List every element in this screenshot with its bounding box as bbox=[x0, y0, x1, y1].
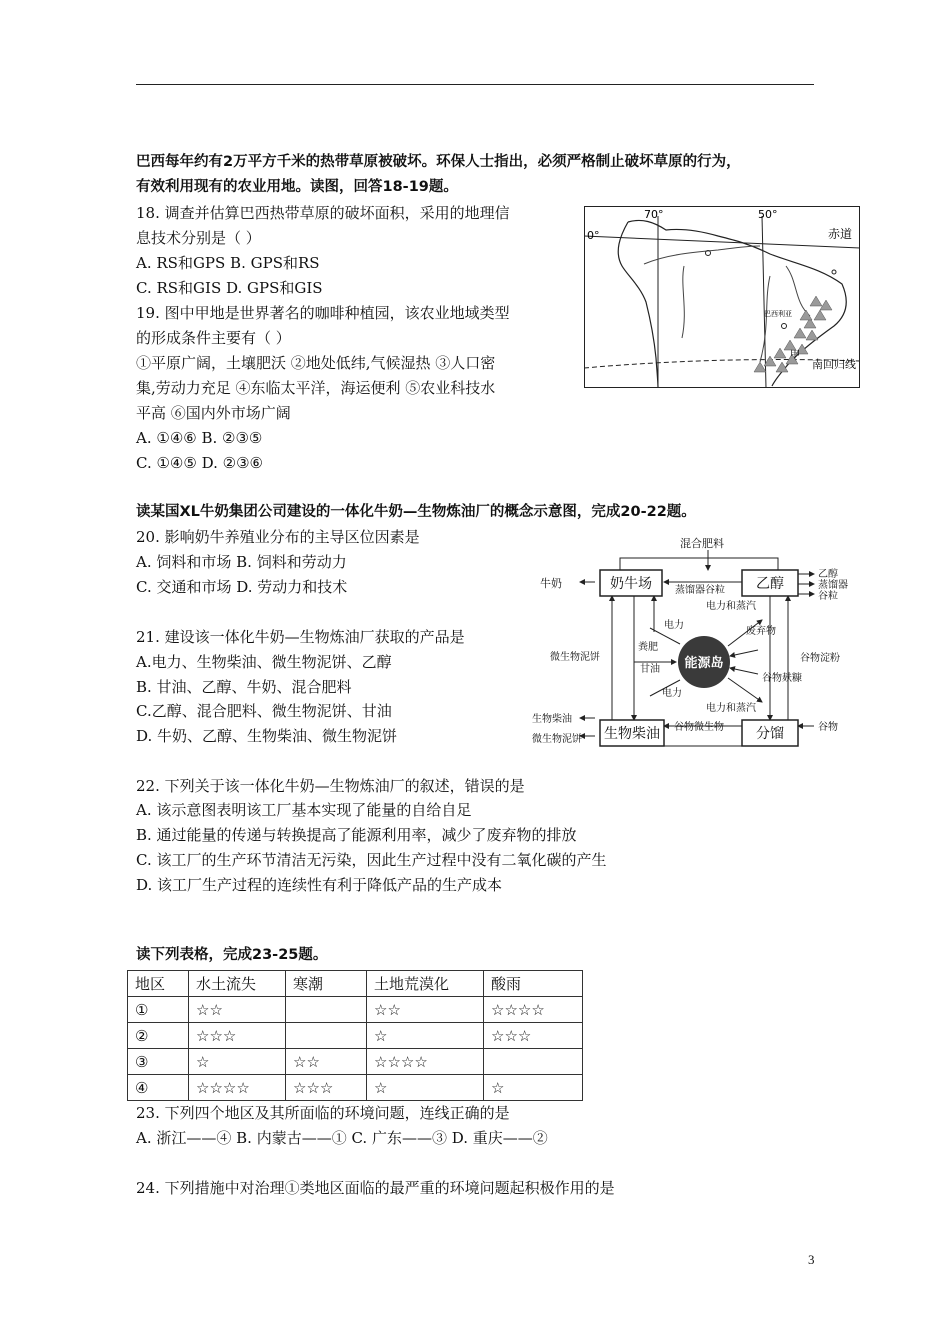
q20-stem: 20. 影响奶牛养殖业分布的主导区位因素是 bbox=[136, 528, 420, 546]
q19-stem-5: 平高 ⑥国内外市场广阔 bbox=[136, 404, 291, 422]
power-steam-top-label: 电力和蒸汽 bbox=[706, 601, 756, 612]
table-cell: ☆☆☆ bbox=[189, 1023, 286, 1049]
table-cell bbox=[286, 997, 367, 1023]
mix-fertilizer-label: 混合肥料 bbox=[680, 537, 724, 550]
q18-stem-2: 息技术分别是（ ） bbox=[136, 229, 261, 247]
table-cell: ☆ bbox=[367, 1023, 484, 1049]
header-rule bbox=[136, 84, 814, 85]
intro-1-line-2: 有效利用现有的农业用地。读图，回答18-19题。 bbox=[136, 179, 458, 195]
header-cell: 水土流失 bbox=[189, 971, 286, 997]
q24-stem: 24. 下列措施中对治理①类地区面临的最严重的环境问题起积极作用的是 bbox=[136, 1179, 615, 1197]
biodiesel-output-label: 生物柴油 bbox=[532, 714, 572, 725]
power-left-label: 电力 bbox=[664, 620, 684, 631]
table-cell: ☆☆ bbox=[189, 997, 286, 1023]
q19-stem-4: 集,劳动力充足 ④东临太平洋，海运便利 ⑤农业科技水 bbox=[136, 379, 496, 397]
header-cell: 酸雨 bbox=[484, 971, 583, 997]
distill-label: 分馏 bbox=[756, 726, 784, 742]
q19-stem-3: ①平原广阔，土壤肥沃 ②地处低纬,气候湿热 ③人口密 bbox=[136, 354, 496, 372]
q20-options-1: A. 饲料和市场 B. 饲料和劳动力 bbox=[136, 553, 347, 571]
q21-option-c: C.乙醇、混合肥料、微生物泥饼、甘油 bbox=[136, 702, 392, 720]
q22-option-b: B. 通过能量的传递与转换提高了能源利用率，减少了废弃物的排放 bbox=[136, 826, 577, 844]
microbial-cake-label: 微生物泥饼 bbox=[550, 652, 600, 663]
lon-label-70: 70° bbox=[644, 208, 664, 221]
q22-option-c: C. 该工厂的生产环节清洁无污染，因此生产过程中没有二氧化碳的产生 bbox=[136, 851, 607, 869]
intro-2: 读某国XL牛奶集团公司建设的一体化牛奶—生物炼油厂的概念示意图，完成20-22题。 bbox=[136, 504, 696, 520]
table-cell: ☆☆☆☆ bbox=[367, 1049, 484, 1075]
table-cell: ☆☆☆ bbox=[484, 1023, 583, 1049]
q19-options-1: A. ①④⑥ B. ②③⑤ bbox=[136, 429, 263, 447]
environment-table bbox=[127, 970, 583, 1101]
manure-label: 粪肥 bbox=[638, 642, 658, 653]
intro-1-line-1: 巴西每年约有2万平方千米的热带草原被破坏。环保人士指出，必须严格制止破坏草原的行为， bbox=[136, 154, 741, 170]
table-cell: ② bbox=[128, 1023, 189, 1049]
table-cell: ☆☆☆☆ bbox=[484, 997, 583, 1023]
grain-input-label: 谷物 bbox=[818, 722, 838, 733]
q21-option-a: A.电力、生物柴油、微生物泥饼、乙醇 bbox=[136, 653, 392, 671]
biodiesel-label: 生物柴油 bbox=[604, 726, 660, 742]
header-cell: 寒潮 bbox=[286, 971, 367, 997]
q23-stem: 23. 下列四个地区及其所面临的环境问题，连线正确的是 bbox=[136, 1104, 510, 1122]
q18-options-1: A. RS和GPS B. GPS和RS bbox=[136, 254, 320, 272]
table-cell: ☆☆ bbox=[367, 997, 484, 1023]
power-steam-bottom-label: 电力和蒸汽 bbox=[706, 703, 756, 714]
tropic-label: 南回归线 bbox=[812, 358, 856, 371]
q19-stem-1: 19. 图中甲地是世界著名的咖啡种植园，该农业地域类型 bbox=[136, 304, 510, 322]
q21-option-d: D. 牛奶、乙醇、生物柴油、微生物泥饼 bbox=[136, 727, 398, 745]
glycerin-label: 甘油 bbox=[640, 664, 660, 675]
table-cell bbox=[484, 1049, 583, 1075]
table-row bbox=[128, 1023, 583, 1049]
table-cell: ☆ bbox=[484, 1075, 583, 1101]
table-row bbox=[128, 1049, 583, 1075]
table-cell: ③ bbox=[128, 1049, 189, 1075]
q22-stem: 22. 下列关于该一体化牛奶—生物炼油厂的叙述，错误的是 bbox=[136, 777, 525, 795]
q18-stem-1: 18. 调查并估算巴西热带草原的破坏面积，采用的地理信 bbox=[136, 204, 510, 222]
table-row bbox=[128, 997, 583, 1023]
table-cell: ④ bbox=[128, 1075, 189, 1101]
table-cell: ☆☆☆☆ bbox=[189, 1075, 286, 1101]
table-cell: ① bbox=[128, 997, 189, 1023]
farm-label: 奶牛场 bbox=[610, 576, 652, 592]
header-cell: 地区 bbox=[128, 971, 189, 997]
grain-microbe-label: 谷物微生物 bbox=[674, 722, 724, 733]
cake-output-label: 微生物泥饼 bbox=[532, 734, 582, 745]
q21-option-b: B. 甘油、乙醇、牛奶、混合肥料 bbox=[136, 678, 352, 696]
table-cell: ☆☆ bbox=[286, 1049, 367, 1075]
jia-label: 甲 bbox=[790, 350, 800, 361]
biorefinery-diagram bbox=[530, 534, 850, 750]
q21-stem: 21. 建设该一体化牛奶—生物炼油厂获取的产品是 bbox=[136, 628, 465, 646]
table-cell: ☆ bbox=[367, 1075, 484, 1101]
milk-output-label: 牛奶 bbox=[540, 577, 562, 590]
intro-3: 读下列表格，完成23-25题。 bbox=[136, 947, 328, 963]
q19-stem-2: 的形成条件主要有（ ） bbox=[136, 329, 291, 347]
waste-label: 废弃物 bbox=[746, 626, 776, 637]
lat-label-0: 0° bbox=[587, 229, 600, 242]
q22-option-d: D. 该工厂生产过程的连续性有利于降低产品的生产成本 bbox=[136, 876, 503, 894]
brasilia-label: 巴西利亚 bbox=[764, 310, 792, 318]
ethanol-output-label: 乙醇 bbox=[818, 569, 838, 580]
q20-options-2: C. 交通和市场 D. 劳动力和技术 bbox=[136, 578, 348, 596]
q22-option-a: A. 该示意图表明该工厂基本实现了能量的自给自足 bbox=[136, 801, 472, 819]
q23-options: A. 浙江——④ B. 内蒙古——① C. 广东——③ D. 重庆——② bbox=[136, 1129, 548, 1147]
table-row bbox=[128, 1075, 583, 1101]
south-america-map bbox=[584, 206, 860, 388]
table-cell bbox=[286, 1023, 367, 1049]
power-bottom-label: 电力 bbox=[662, 688, 682, 699]
equator-label: 赤道 bbox=[828, 227, 853, 241]
distiller-output-label: 蒸馏器 bbox=[818, 580, 848, 591]
q18-options-2: C. RS和GIS D. GPS和GIS bbox=[136, 279, 323, 297]
table-cell: ☆ bbox=[189, 1049, 286, 1075]
distiller-grain-label: 蒸馏器谷粒 bbox=[675, 585, 725, 596]
table-header-row bbox=[128, 971, 583, 997]
grain-output-label: 谷粒 bbox=[818, 591, 838, 602]
grain-bran-label: 谷物麸糠 bbox=[762, 673, 802, 684]
ethanol-label: 乙醇 bbox=[756, 576, 784, 592]
q19-options-2: C. ①④⑤ D. ②③⑥ bbox=[136, 454, 263, 472]
grain-starch-label: 谷物淀粉 bbox=[800, 653, 840, 664]
header-cell: 土地荒漠化 bbox=[367, 971, 484, 997]
energy-island-label: 能源岛 bbox=[684, 656, 724, 671]
page-number: 3 bbox=[808, 1252, 815, 1267]
lon-label-50: 50° bbox=[758, 208, 778, 221]
table-cell: ☆☆☆ bbox=[286, 1075, 367, 1101]
